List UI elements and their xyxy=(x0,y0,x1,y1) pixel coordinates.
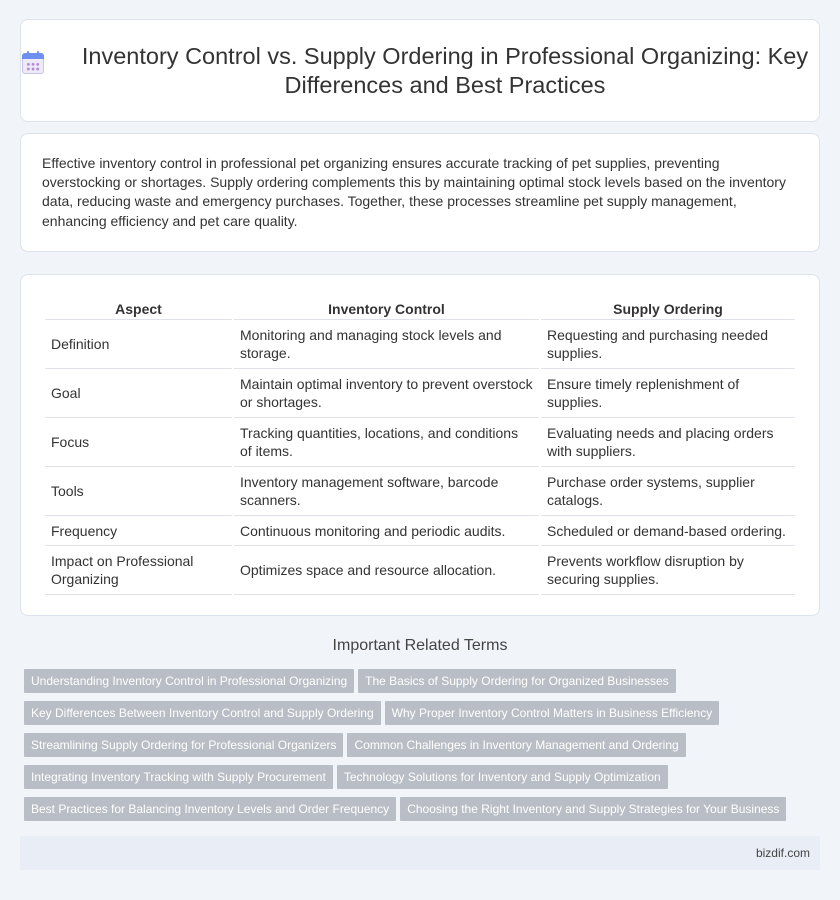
table-row xyxy=(45,516,795,546)
cell-supply: Prevents workflow disruption by securing supplies. xyxy=(541,546,795,595)
cell-inventory: Continuous monitoring and periodic audits. xyxy=(234,516,539,546)
cell-supply: Ensure timely replenishment of supplies. xyxy=(541,369,795,418)
table-row xyxy=(45,467,795,516)
header-inventory-control: Inventory Control xyxy=(234,295,539,320)
cell-aspect: Tools xyxy=(45,467,232,516)
cell-aspect: Goal xyxy=(45,369,232,418)
table-row xyxy=(45,369,795,418)
cell-aspect: Definition xyxy=(45,320,232,369)
related-term-link[interactable]: Integrating Inventory Tracking with Supply Procurement xyxy=(24,765,333,789)
comparison-table xyxy=(43,295,797,595)
cell-inventory: Maintain optimal inventory to prevent overstock or shortages. xyxy=(234,369,539,418)
related-term-link[interactable]: Technology Solutions for Inventory and Supply Optimization xyxy=(337,765,668,789)
cell-aspect: Impact on Professional Organizing xyxy=(45,546,232,595)
header-aspect: Aspect xyxy=(45,295,232,320)
cell-supply: Requesting and purchasing needed supplies. xyxy=(541,320,795,369)
cell-supply: Evaluating needs and placing orders with suppliers. xyxy=(541,418,795,467)
table-row xyxy=(45,418,795,467)
related-term-link[interactable]: Best Practices for Balancing Inventory Levels and Order Frequency xyxy=(24,797,396,821)
cell-inventory: Tracking quantities, locations, and conditions of items. xyxy=(234,418,539,467)
related-term-link[interactable]: Choosing the Right Inventory and Supply Strategies for Your Business xyxy=(400,797,786,821)
cell-supply: Purchase order systems, supplier catalogs. xyxy=(541,467,795,516)
footer-site-link[interactable]: bizdif.com xyxy=(755,846,810,860)
table-row xyxy=(45,320,795,369)
related-terms-heading: Important Related Terms xyxy=(332,637,508,654)
cell-supply: Scheduled or demand-based ordering. xyxy=(541,516,795,546)
related-term-link[interactable]: Common Challenges in Inventory Management and Ordering xyxy=(347,733,685,757)
cell-aspect: Frequency xyxy=(45,516,232,546)
cell-aspect: Focus xyxy=(45,418,232,467)
intro-text: Effective inventory control in professional pet organizing ensures accurate tracking of pet supplies, preventing overstocking or shortages. Supply ordering complements this by maintaining optimal stock levels based on the inventory data, reducing waste and emergency purchases. Together, these processes streamline pet supply management, enhancing efficiency and pet care quality. xyxy=(42,155,786,229)
cell-inventory: Monitoring and managing stock levels and storage. xyxy=(234,320,539,369)
intro-card xyxy=(20,133,820,252)
cell-inventory: Inventory management software, barcode scanners. xyxy=(234,467,539,516)
related-term-link[interactable]: The Basics of Supply Ordering for Organized Businesses xyxy=(358,669,675,693)
related-term-link[interactable]: Streamlining Supply Ordering for Professional Organizers xyxy=(24,733,343,757)
table-row xyxy=(45,546,795,595)
comparison-card xyxy=(20,274,820,616)
cell-inventory: Optimizes space and resource allocation. xyxy=(234,546,539,595)
header-supply-ordering: Supply Ordering xyxy=(541,295,795,320)
calendar-icon xyxy=(21,51,45,75)
footer xyxy=(20,836,820,870)
related-term-link[interactable]: Understanding Inventory Control in Professional Organizing xyxy=(24,669,354,693)
title-card xyxy=(20,19,820,122)
related-term-link[interactable]: Key Differences Between Inventory Control and Supply Ordering xyxy=(24,701,381,725)
page-title: Inventory Control vs. Supply Ordering in Professional Organizing: Key Differences and Best Practices xyxy=(81,42,809,98)
related-term-link[interactable]: Why Proper Inventory Control Matters in Business Efficiency xyxy=(385,701,720,725)
related-terms-list xyxy=(24,669,824,829)
